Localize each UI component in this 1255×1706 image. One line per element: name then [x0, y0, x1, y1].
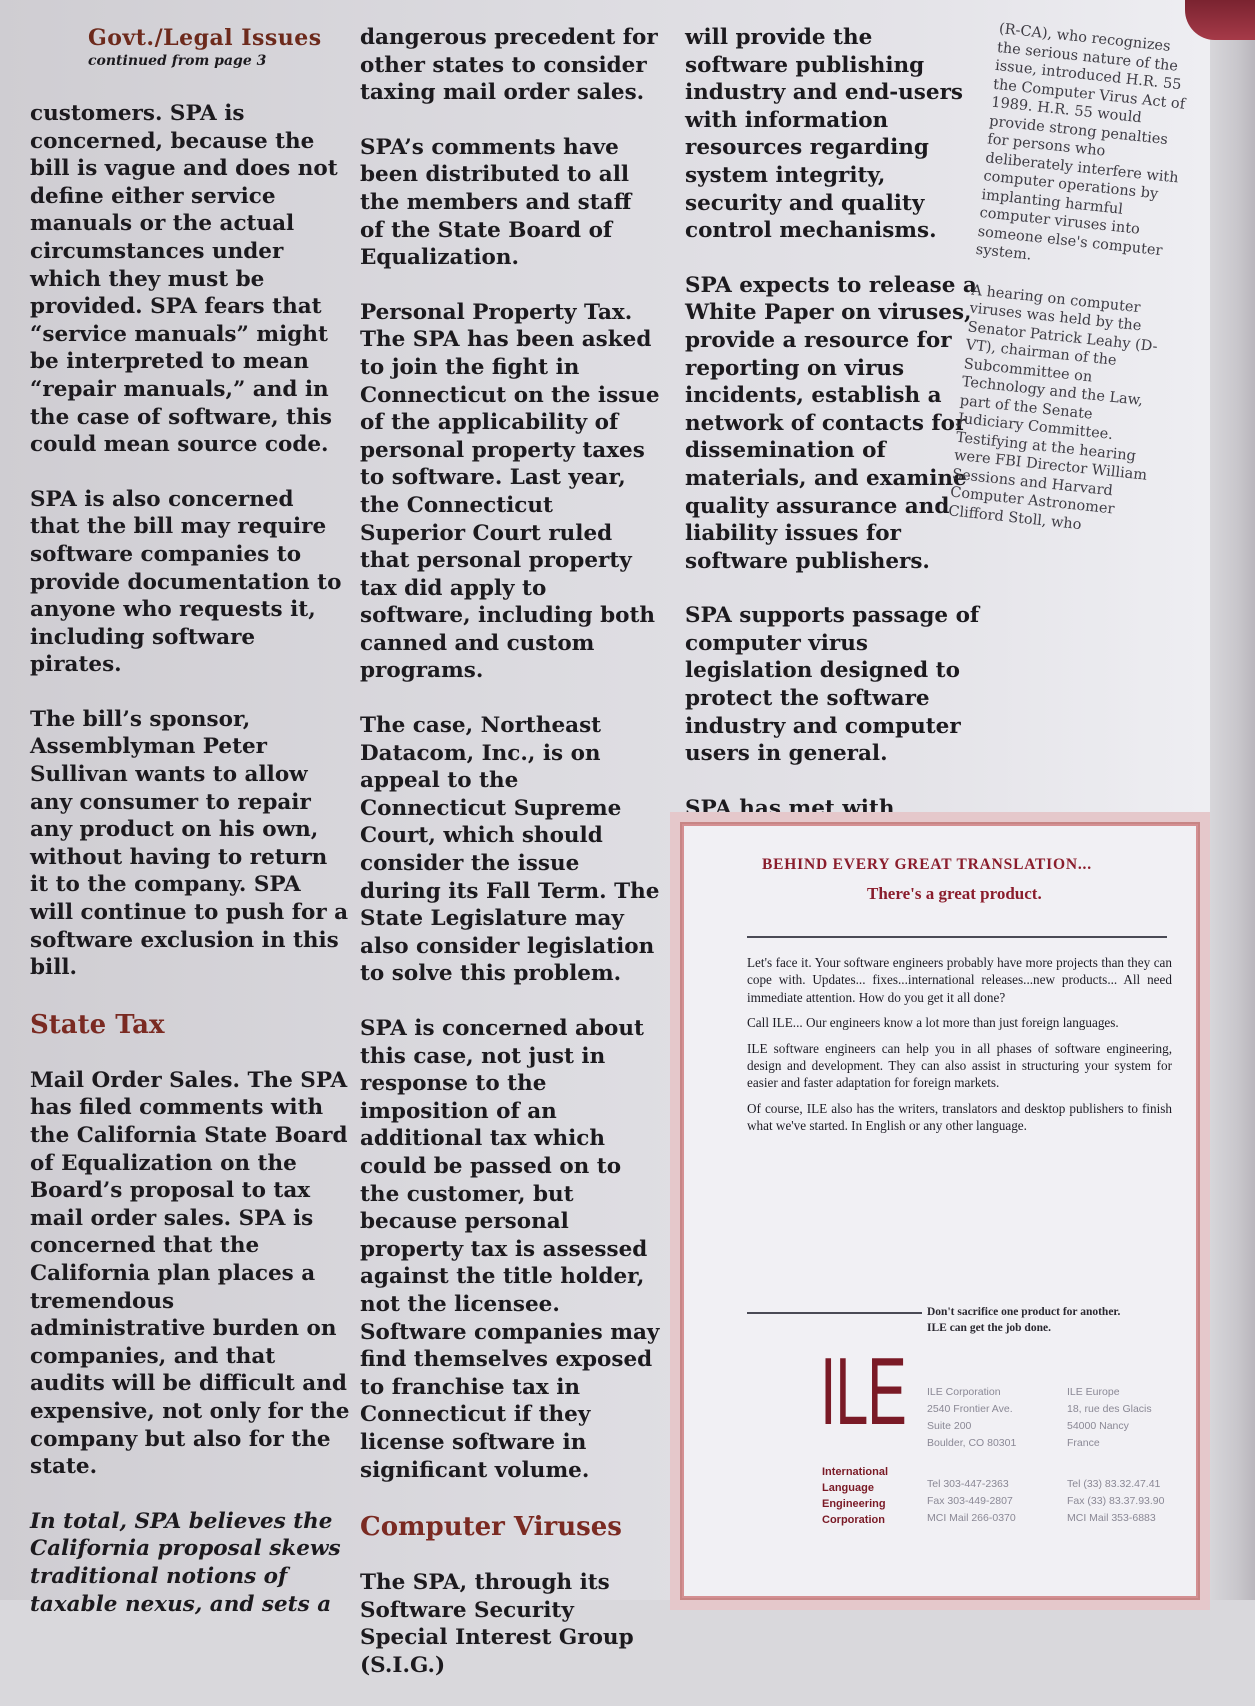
company-name-line: Engineering	[822, 1498, 886, 1510]
mci-mail: MCI Mail 266-0370	[927, 1512, 1016, 1524]
divider	[747, 936, 1167, 938]
section-title: Govt./Legal Issues	[88, 25, 322, 51]
fax: Fax 303-449-2807	[927, 1495, 1013, 1507]
paragraph: SPA supports passage of computer virus legislation designed to protect the software industry and computer users in general.	[685, 603, 980, 767]
address-line: 2540 Frontier Ave.	[927, 1403, 1013, 1415]
column-2	[360, 24, 660, 1706]
paragraph: will provide the software publishing industry and end-users with information resources regarding system integrity, security and quality control mechanisms.	[685, 25, 963, 244]
ad-paragraph: Let's face it. Your software engineers probably have more projects than they can cope with. Updates... fixes...international releases...new products... All need immediate attention. How do you get it all done?	[747, 955, 1172, 1005]
run-in-heading: Mail Order Sales.	[30, 1067, 241, 1093]
mci-mail: MCI Mail 353-6883	[1067, 1512, 1156, 1524]
paragraph	[360, 299, 660, 685]
company-name-line: Corporation	[822, 1514, 885, 1526]
page-edge	[1210, 0, 1255, 1600]
ad-headline: BEHIND EVERY GREAT TRANSLATION...	[762, 856, 1092, 873]
continued-note: continued from page 3	[88, 53, 267, 69]
column-1	[30, 24, 350, 1645]
paragraph: SPA has met with	[685, 795, 895, 821]
ile-logo: ILE	[820, 1338, 906, 1445]
address-line: 18, rue des Glacis	[1067, 1403, 1152, 1415]
phone: Tel (33) 83.32.47.41	[1067, 1478, 1161, 1490]
company-name-line: Language	[822, 1482, 874, 1494]
paragraph: dangerous precedent for other states to consider taxing mail order sales.	[360, 25, 658, 106]
paragraph-text: The SPA has been asked to join the fight in Connecticut on the issue of the applicability of personal property taxes to software. Last year, the Connecticut Superior Court ruled that personal property tax did apply to software, including both canned and custom programs.	[360, 327, 660, 684]
phone: Tel 303-447-2363	[927, 1478, 1009, 1490]
fax: Fax (33) 83.37.93.90	[1067, 1495, 1165, 1507]
paragraph: The bill’s sponsor, Assemblyman Peter Sullivan wants to allow any consumer to repair any product on his own, without having to return it to the company. SPA will continue to push for a software exclusion in this bill.	[30, 706, 349, 981]
ad-body	[747, 954, 1172, 1143]
address-line: ILE Corporation	[927, 1386, 1001, 1398]
address-line: France	[1067, 1437, 1100, 1449]
tagline-line: Don't sacrifice one product for another.	[927, 1306, 1121, 1318]
tagline-line: ILE can get the job done.	[927, 1322, 1051, 1334]
paragraph: customers. SPA is concerned, because the bill is vague and does not define either service manuals or the actual circumstances under which they must be provided. SPA fears that “service manuals” might be interpreted to mean “repair manuals,” and in the case of software, this could mean source code.	[30, 101, 338, 458]
europe-contact	[1067, 1476, 1164, 1527]
ile-advertisement	[680, 822, 1200, 1600]
paragraph: SPA is concerned about this case, not just in response to the imposition of an additional tax which could be passed on to the customer, but because personal property tax is assessed against the title holder, not the licensee. Software companies may find themselves exposed to franchise tax in Connecticut if they license software in significant volume.	[360, 1016, 660, 1483]
address-line: 54000 Nancy	[1067, 1420, 1129, 1432]
ad-paragraph: Call ILE... Our engineers know a lot more than just foreign languages.	[747, 1015, 1119, 1031]
us-address	[927, 1384, 1016, 1452]
paragraph	[30, 1067, 350, 1481]
paragraph: The SPA, through its Software Security Special Interest Group (S.I.G.)	[360, 1570, 634, 1678]
paragraph: (R-CA), who recognizes the serious nature of the issue, introduced H.R. 55 the Computer Virus Act of 1989. H.R. 55 would provide strong penalties for persons who deliberately interfere with computer operations by implanting harmful computer viruses into someone else's computer system.	[975, 20, 1186, 264]
address-line: Boulder, CO 80301	[927, 1437, 1017, 1449]
ad-tagline	[927, 1304, 1187, 1336]
computer-viruses-heading: Computer Viruses	[360, 1512, 622, 1543]
address-line: ILE Europe	[1067, 1386, 1120, 1398]
address-line: Suite 200	[927, 1420, 972, 1432]
paragraph: SPA is also concerned that the bill may require software companies to provide documentation to anyone who requests it, including software pirates.	[30, 486, 342, 678]
us-contact	[927, 1476, 1016, 1527]
ad-paragraph: ILE software engineers can help you in all phases of software engineering, design and development. They can also assist in structuring your system for easier and faster adaptation for foreign markets.	[747, 1040, 1172, 1091]
paragraph-text: The SPA has filed comments with the California State Board of Equalization on the Board’s proposal to tax mail order sales. SPA is concerned that the California plan places a tremendous administrative burden on companies, and that audits will be difficult and expensive, not only for the company but also for the state.	[30, 1067, 350, 1480]
paragraph: A hearing on computer viruses was held by the Senator Patrick Leahy (D-VT), chairman of the Subcommittee on Technology and the Law, part of the Senate Judiciary Committee. Testifying at the hearing were FBI Director William Sessions and Harvard Computer Astronomer Clifford Stoll, who	[947, 282, 1159, 533]
europe-address	[1067, 1384, 1152, 1452]
state-tax-heading: State Tax	[30, 1009, 165, 1040]
divider	[747, 1312, 922, 1314]
ad-paragraph: Of course, ILE also has the writers, translators and desktop publishers to finish what we've started. In English or any other language.	[747, 1100, 1172, 1134]
paragraph: SPA expects to release a White Paper on viruses, provide a resource for reporting on virus incidents, establish a network of contacts for dissemination of materials, and examine quality assurance and liability issues for software publishers.	[685, 272, 977, 574]
paragraph: The case, Northeast Datacom, Inc., is on appeal to the Connecticut Supreme Court, which should consider the issue during its Fall Term. The State Legislature may also consider legislation to solve this problem.	[360, 713, 660, 987]
run-in-heading: Personal Property Tax.	[360, 299, 633, 325]
company-name	[822, 1464, 888, 1528]
ad-subheadline: There's a great product.	[867, 884, 1042, 903]
paragraph: In total, SPA believes the California proposal skews traditional notions of taxable nexus, and sets a	[30, 1508, 341, 1617]
paragraph: SPA’s comments have been distributed to all the members and staff of the State Board of Equalization.	[360, 134, 632, 271]
column-3	[685, 24, 980, 905]
company-name-line: International	[822, 1466, 889, 1478]
